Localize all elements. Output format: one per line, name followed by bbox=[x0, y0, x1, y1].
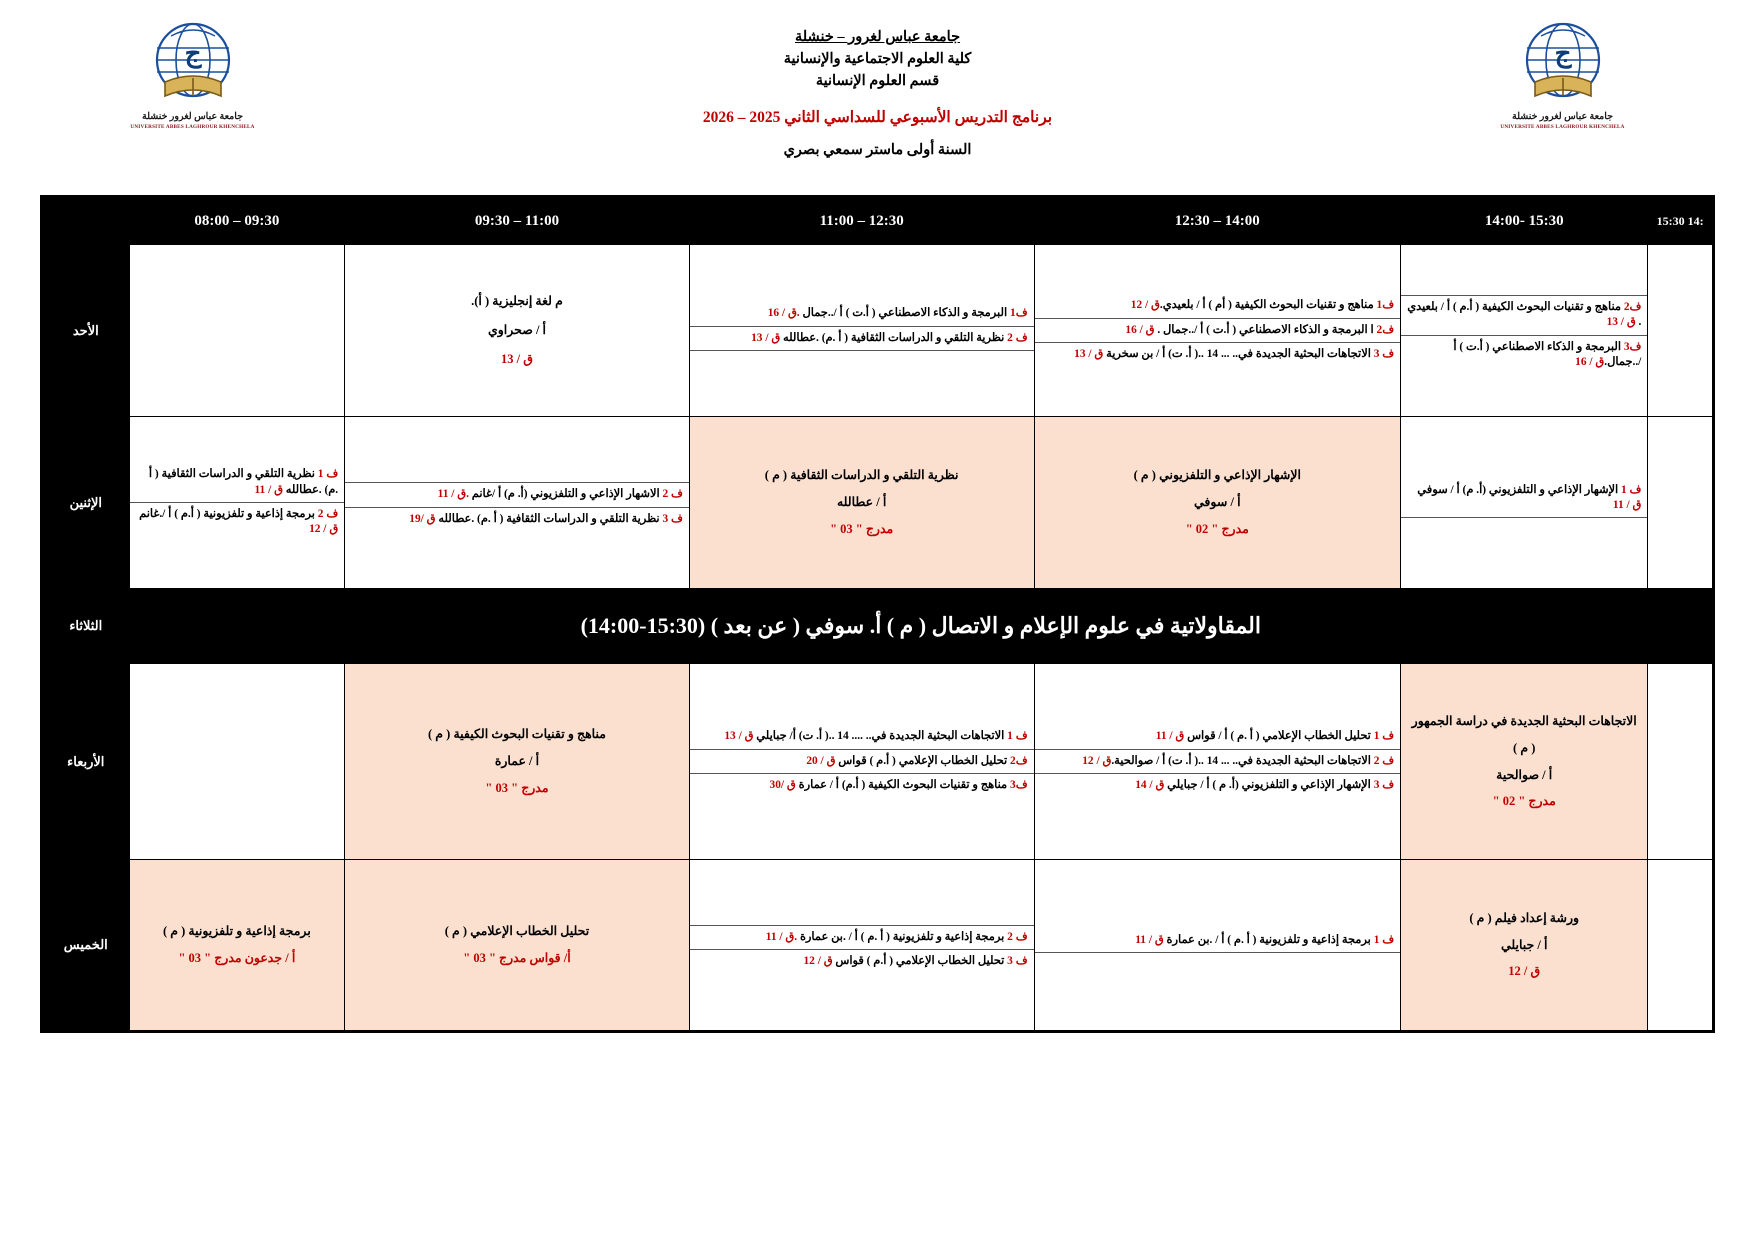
session bbox=[345, 474, 689, 483]
monday-1230[interactable] bbox=[689, 417, 1034, 589]
wednesday-corner-cell bbox=[1648, 664, 1714, 860]
day-label-sunday: الأحد bbox=[42, 245, 130, 417]
session bbox=[1401, 518, 1647, 526]
monday-corner-cell bbox=[1648, 417, 1714, 589]
sunday-1400[interactable] bbox=[1034, 245, 1401, 417]
header-slot-1530: 15:30 -14:00 bbox=[1401, 197, 1648, 245]
header-slot-1400: 14:00 – 12:30 bbox=[1034, 197, 1401, 245]
session: ف 2 الاتجاهات البحثية الجديدة في.. ... 14 ..( أ. ت) أ / صوالحية.ق / 12 bbox=[1035, 750, 1401, 774]
session: ف 3 تحليل الخطاب الإعلامي ( أ.م ) قواس ق / 12 bbox=[803, 955, 1028, 967]
row-thursday bbox=[42, 860, 1714, 1032]
session bbox=[1035, 953, 1401, 961]
thursday-1100[interactable] bbox=[345, 860, 690, 1032]
svg-text:ج: ج bbox=[1554, 39, 1571, 68]
logo-emblem-icon bbox=[145, 20, 241, 112]
logo-caption-fr: UNIVERSITE ABBES LAGHROUR KHENCHELA bbox=[1500, 123, 1625, 130]
header-titles bbox=[528, 0, 1228, 161]
session: ف2 مناهج و تقنيات البحوث الكيفية ( أ.م ) أ / بلعيدي . ق / 13 bbox=[1401, 296, 1647, 336]
session: ف 2 الاشهار الإذاعي و التلفزيوني (أ. م) أ /غانم .ق / 11 bbox=[345, 483, 689, 507]
session bbox=[690, 351, 1034, 359]
header-corner: :14 15:30 bbox=[1648, 197, 1714, 245]
session: ف 2 نظرية التلقي و الدراسات الثقافية ( أ .م) .عطالله ق / 13 bbox=[690, 327, 1034, 351]
thursday-1400[interactable] bbox=[1034, 860, 1401, 1032]
course-title: ورشة إعداد فيلم ( م ) bbox=[1469, 910, 1580, 925]
wednesday-1530[interactable] bbox=[1401, 664, 1648, 860]
monday-1530[interactable] bbox=[1401, 417, 1648, 589]
session: ف2 ا البرمجة و الذكاء الاصطناعي ( أ.ت ) أ /..جمال . ق / 16 bbox=[1035, 319, 1401, 343]
department-name: قسم العلوم الإنسانية bbox=[815, 73, 940, 90]
session: ف 2 برمجة إذاعية و تلفزيونية ( أ.م ) أ /.غانم ق / 12 bbox=[139, 508, 339, 536]
course-room: مدرج " 03 " bbox=[485, 780, 549, 795]
course-title: نظرية التلقي و الدراسات الثقافية ( م ) bbox=[764, 468, 959, 483]
course-teacher: أ / سوفي bbox=[1194, 495, 1241, 510]
session: ف 1 الاتجاهات البحثية الجديدة في.. .... 14 ..( أ. ت) أ/ جبايلي ق / 13 bbox=[690, 725, 1034, 749]
session: ف 1 نظرية التلقي و الدراسات الثقافية ( أ .م) .عطالله ق / 11 bbox=[130, 463, 345, 503]
row-monday bbox=[42, 417, 1714, 589]
faculty-name: كلية العلوم الاجتماعية والإنسانية bbox=[783, 51, 972, 68]
timetable-header-row bbox=[42, 197, 1714, 245]
wednesday-1100[interactable] bbox=[345, 664, 690, 860]
tuesday-banner[interactable]: المقاولاتية في علوم الإعلام و الاتصال ( م ) أ. سوفي ( عن بعد ) (15:30-14:00) bbox=[129, 589, 1713, 664]
session: ف1 مناهج و تقنيات البحوث الكيفية ( أم ) أ / بلعيدي.ق / 12 bbox=[1035, 294, 1401, 318]
sunday-corner-cell bbox=[1648, 245, 1714, 417]
course-teacher: أ / جبايلي bbox=[1500, 937, 1548, 952]
header-day-column bbox=[42, 197, 130, 245]
wednesday-0930[interactable] bbox=[129, 664, 345, 860]
course-teacher-room: أ/ قواس مدرج " 03 " bbox=[463, 951, 571, 965]
header-slot-0930: 09:30 – 08:00 bbox=[129, 197, 345, 245]
thursday-1230[interactable] bbox=[689, 860, 1034, 1032]
logo-caption-ar: جامعة عباس لغرور خنشلة bbox=[141, 112, 244, 122]
logo-caption-ar: جامعة عباس لغرور خنشلة bbox=[1511, 112, 1614, 122]
sunday-1100[interactable] bbox=[345, 245, 690, 417]
wednesday-1400[interactable] bbox=[1034, 664, 1401, 860]
university-name: جامعة عباس لغرور – خنشلة bbox=[794, 29, 961, 45]
weekly-timetable bbox=[40, 195, 1715, 1033]
program-title: برنامج التدريس الأسبوعي للسداسي الثاني 2025 – 2026 bbox=[702, 109, 1053, 127]
day-label-wednesday: الأربعاء bbox=[42, 664, 130, 860]
session: ف 2 برمجة إذاعية و تلفزيونية ( أ .م ) أ / .بن عمارة .ق / 11 bbox=[690, 926, 1034, 950]
day-label-monday: الإثنين bbox=[42, 417, 130, 589]
row-tuesday bbox=[42, 589, 1714, 664]
course-title: مناهج و تقنيات البحوث الكيفية ( م ) bbox=[428, 727, 606, 742]
session: ف 3 نظرية التلقي و الدراسات الثقافية ( أ .م) .عطالله ق /19 bbox=[409, 512, 683, 525]
monday-0930[interactable] bbox=[129, 417, 345, 589]
course-room: مدرج " 03 " bbox=[830, 521, 894, 536]
svg-text:ج: ج bbox=[184, 39, 201, 68]
level-title: السنة أولى ماستر سمعي بصري bbox=[783, 141, 972, 158]
sunday-1230[interactable] bbox=[689, 245, 1034, 417]
university-logo-left bbox=[110, 20, 275, 170]
course-room: مدرج " 02 " bbox=[1185, 521, 1249, 536]
logo-emblem-icon bbox=[1515, 20, 1611, 112]
session: ف 3 الإشهار الإذاعي و التلفزيوني (أ. م ) أ / جبايلي ق / 14 bbox=[1135, 779, 1395, 792]
session: ف1 البرمجة و الذكاء الاصطناعي ( أ.ت ) أ /..جمال .ق / 16 bbox=[690, 302, 1034, 326]
thursday-0930[interactable] bbox=[129, 860, 345, 1032]
course-title: الاتجاهات البحثية الجديدة في دراسة الجمهور bbox=[1411, 713, 1637, 728]
sunday-1530[interactable] bbox=[1401, 245, 1648, 417]
course-teacher: أ / صوالحية bbox=[1496, 767, 1553, 782]
session: ف3 مناهج و تقنيات البحوث الكيفية ( أ.م) أ / عمارة ق /30 bbox=[769, 779, 1028, 792]
course-teacher: أ / صحراوي bbox=[487, 323, 547, 338]
row-wednesday bbox=[42, 664, 1714, 860]
row-sunday bbox=[42, 245, 1714, 417]
session: ف 3 الاتجاهات البحثية الجديدة في.. ... 14 ..( أ. ت) أ / بن سخرية ق / 13 bbox=[1074, 348, 1395, 361]
course-teacher: أ / عطالله bbox=[836, 495, 887, 510]
session: ف 1 الإشهار الإذاعي و التلفزيوني (أ. م) أ / سوفي ق / 11 bbox=[1401, 479, 1647, 519]
course-title: تحليل الخطاب الإعلامي ( م ) bbox=[444, 924, 590, 939]
monday-1400[interactable] bbox=[1034, 417, 1401, 589]
course-room: ق / 12 bbox=[1508, 964, 1541, 979]
course-teacher: أ / عمارة bbox=[494, 754, 540, 769]
monday-1100[interactable] bbox=[345, 417, 690, 589]
session: ف3 البرمجة و الذكاء الاصطناعي ( أ.ت ) أ /..جمال.ق / 16 bbox=[1453, 340, 1642, 368]
course-room: مدرج " 02 " bbox=[1492, 794, 1556, 809]
session bbox=[1401, 287, 1647, 296]
course-title: برمجة إذاعية و تلفزيونية ( م ) bbox=[162, 924, 311, 939]
header-slot-1230: 12:30 – 11:00 bbox=[689, 197, 1034, 245]
course-room: ق / 13 bbox=[501, 351, 533, 366]
day-label-tuesday: الثلاثاء bbox=[42, 589, 130, 664]
course-teacher-room: أ / جدعون مدرج " 03 " bbox=[178, 951, 296, 965]
thursday-1530[interactable] bbox=[1401, 860, 1648, 1032]
course-title: م لغة إنجليزية ( أ). bbox=[471, 294, 563, 309]
university-logo-right bbox=[1480, 20, 1645, 170]
thursday-corner-cell bbox=[1648, 860, 1714, 1032]
sunday-0930[interactable] bbox=[129, 245, 345, 417]
logo-caption-fr: UNIVERSITE ABBES LAGHROUR KHENCHELA bbox=[130, 123, 255, 130]
course-title: الإشهار الإذاعي و التلفزيوني ( م ) bbox=[1133, 468, 1301, 483]
course-mode: ( م ) bbox=[1513, 740, 1536, 755]
session: ف2 تحليل الخطاب الإعلامي ( أ.م ) قواس ق / 20 bbox=[690, 750, 1034, 774]
header-slot-1100: 11:00 – 09:30 bbox=[345, 197, 690, 245]
session: ف 1 تحليل الخطاب الإعلامي ( أ .م ) أ / قواس ق / 11 bbox=[1035, 725, 1401, 749]
document-header bbox=[0, 0, 1755, 195]
wednesday-1230[interactable] bbox=[689, 664, 1034, 860]
day-label-thursday: الخميس bbox=[42, 860, 130, 1032]
session: ف 1 برمجة إذاعية و تلفزيونية ( أ .م ) أ / .بن عمارة ق / 11 bbox=[1035, 929, 1401, 953]
session bbox=[690, 917, 1034, 926]
